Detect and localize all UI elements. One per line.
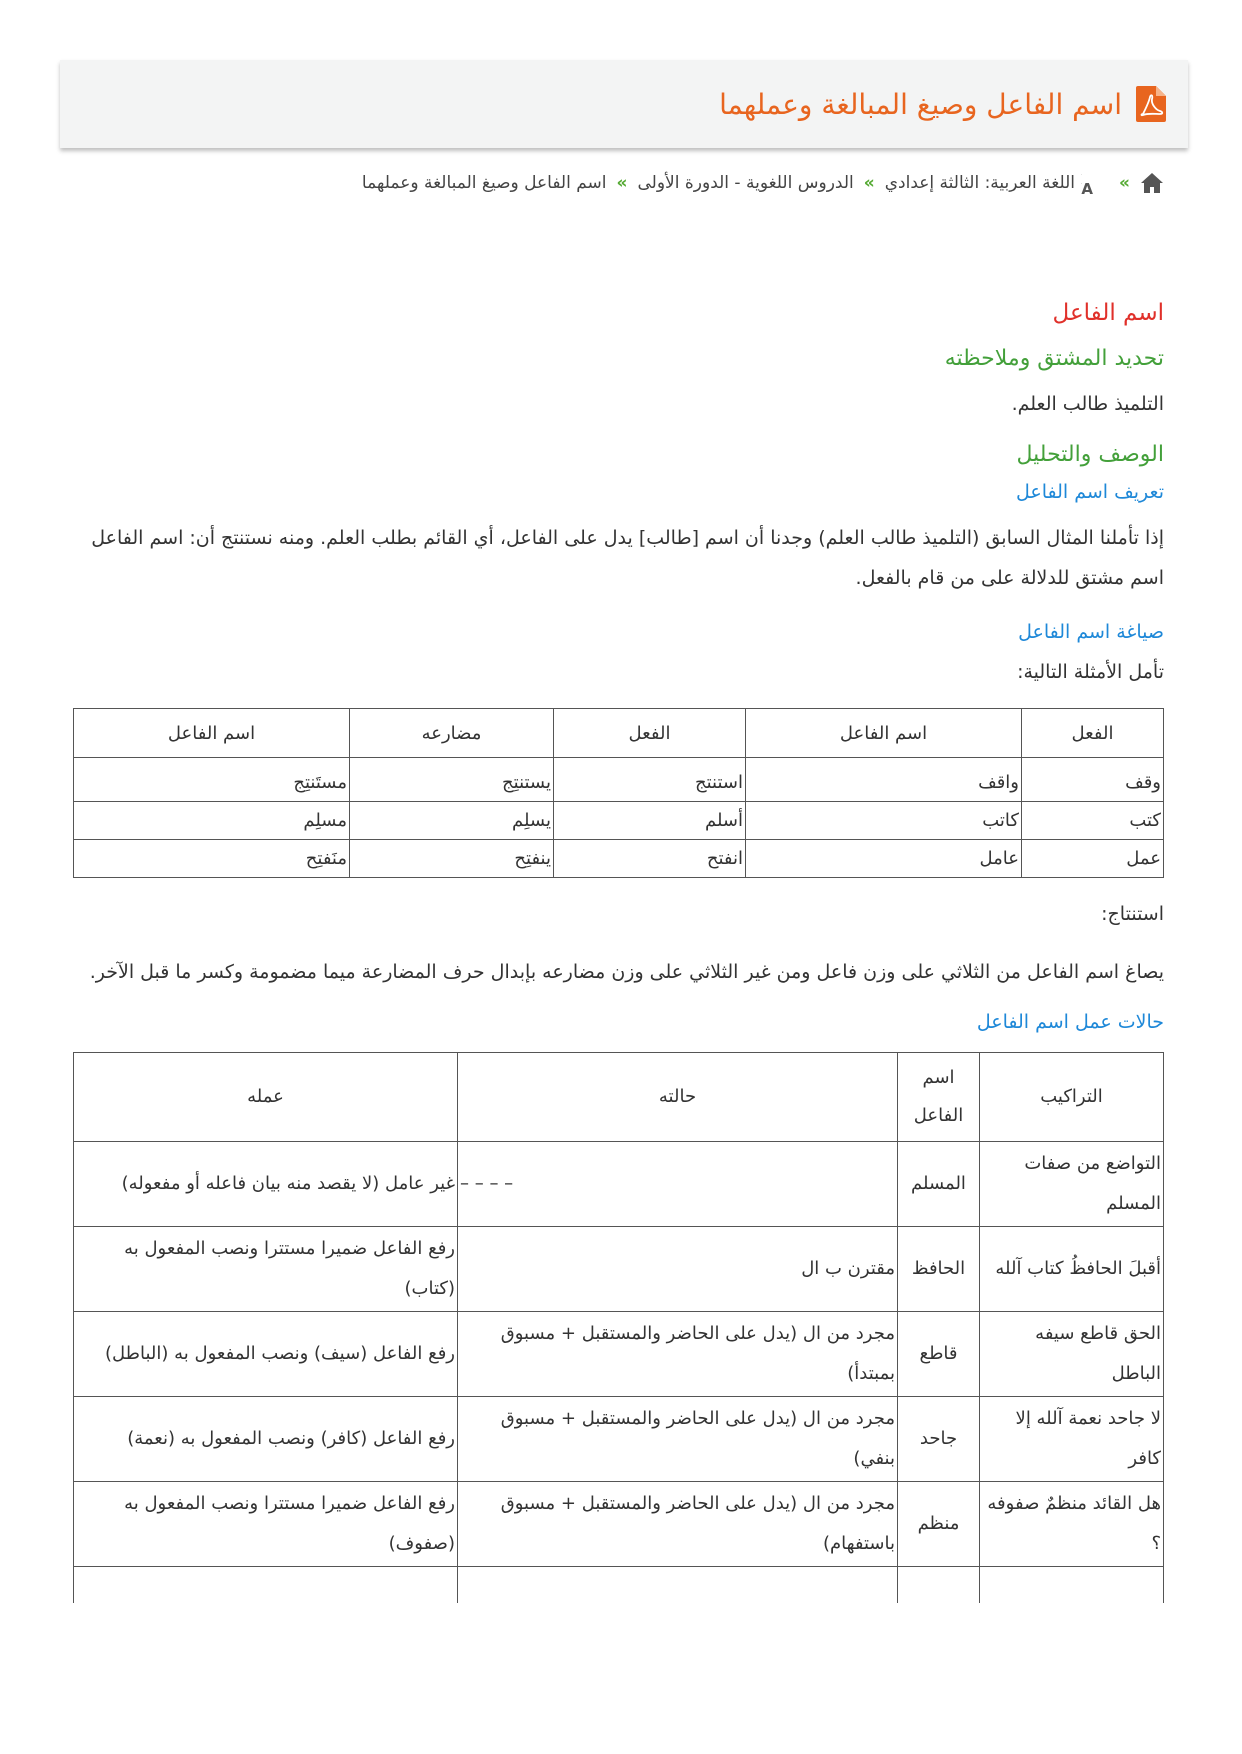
table-header-row: [74, 1053, 1164, 1142]
table-cell: استنتج: [554, 758, 746, 802]
table-cell: لا جاحد نعمة آلله إلا كافر: [980, 1397, 1164, 1482]
home-icon[interactable]: [1140, 172, 1164, 194]
table-cell: [980, 1567, 1164, 1603]
table-cell: هل القائد منظمٌ صفوفه ؟: [980, 1482, 1164, 1567]
breadcrumb-separator: »: [616, 173, 628, 193]
table-cell: يسلِم: [350, 802, 554, 840]
cases-table: [73, 1052, 1164, 1603]
lesson-content: [74, 296, 1164, 1603]
breadcrumb-item-subject[interactable]: اللغة العربية: الثالثة إعدادي: [884, 173, 1076, 193]
breadcrumb-item-course[interactable]: الدروس اللغوية - الدورة الأولى: [637, 173, 854, 193]
table-cell: عمل: [1022, 840, 1164, 878]
column-header: التراكيب: [980, 1053, 1164, 1142]
table-cell: منظم: [898, 1482, 980, 1567]
definition-heading: تعريف اسم الفاعل: [1015, 481, 1164, 503]
table-row: [74, 1227, 1164, 1312]
table-row: [74, 1312, 1164, 1397]
formation-heading: صياغة اسم الفاعل: [1018, 621, 1164, 643]
table-cell: رفع الفاعل (سيف) ونصب المفعول به (الباطل): [74, 1312, 458, 1397]
table-header-row: [74, 709, 1164, 758]
conclusion-paragraph: يصاغ اسم الفاعل من الثلاثي على وزن فاعل ومن غير الثلاثي على وزن مضارعه بإبدال حرف المضارعة ميما مضمومة وكسر ما قبل الآخر.: [89, 961, 1164, 983]
table-cell: واقف: [746, 758, 1022, 802]
column-header: اسم الفاعل: [746, 709, 1022, 758]
page-header: [60, 60, 1188, 148]
page-title: اسم الفاعل وصيغ المبالغة وعملهما: [719, 87, 1122, 121]
pdf-icon[interactable]: [1136, 86, 1166, 122]
definition-paragraph: إذا تأملنا المثال السابق (التلميذ طالب العلم) وجدنا أن اسم [طالب] يدل على الفاعل، أي القائم بطلب العلم. ومنه نستنتج أن: اسم الفاعل اسم مشتق للدلالة على من قام بالفعل.: [91, 527, 1164, 589]
table-cell: المسلم: [898, 1142, 980, 1227]
table-cell: الحافظ: [898, 1227, 980, 1312]
table-cell: الحق قاطع سيفه الباطل: [980, 1312, 1164, 1397]
table-cell: – – – –: [458, 1142, 898, 1227]
conclusion-label: استنتاج:: [1101, 903, 1164, 925]
table-cell: غير عامل (لا يقصد منه بيان فاعله أو مفعوله): [74, 1142, 458, 1227]
breadcrumb-separator: »: [1119, 173, 1130, 193]
subsection-heading: الوصف والتحليل: [1016, 442, 1164, 467]
formation-table: [73, 708, 1164, 878]
table-cell: انفتح: [554, 840, 746, 878]
table-cell: مقترن ب ال: [458, 1227, 898, 1312]
table-row: [74, 1567, 1164, 1603]
table-cell: مجرد من ال (يدل على الحاضر والمستقبل + مسبوق باستفهام): [458, 1482, 898, 1567]
breadcrumb: [74, 166, 1164, 200]
table-cell: [74, 1567, 458, 1603]
table-row: [74, 758, 1164, 802]
table-cell: مجرد من ال (يدل على الحاضر والمستقبل + مسبوق بمبتدأ): [458, 1312, 898, 1397]
table-cell: أقبلَ الحافظُ كتاب آلله: [980, 1227, 1164, 1312]
column-header: مضارعه: [350, 709, 554, 758]
table-cell: رفع الفاعل ضميرا مستترا ونصب المفعول به (صفوف): [74, 1482, 458, 1567]
subsection-heading: تحديد المشتق وملاحظته: [944, 346, 1164, 371]
table-cell: التواضع من صفات المسلم: [980, 1142, 1164, 1227]
svg-text:A: A: [1081, 180, 1094, 196]
table-cell: وقف: [1022, 758, 1164, 802]
cases-heading: حالات عمل اسم الفاعل: [976, 1011, 1164, 1033]
table-cell: جاحد: [898, 1397, 980, 1482]
table-cell: رفع الفاعل ضميرا مستترا ونصب المفعول به (كتاب): [74, 1227, 458, 1312]
column-header: حالته: [458, 1053, 898, 1142]
table-cell: [458, 1567, 898, 1603]
table-row: [74, 840, 1164, 878]
table-row: [74, 1397, 1164, 1482]
examples-intro: تأمل الأمثلة التالية:: [1017, 661, 1164, 683]
table-cell: منَفتِح: [74, 840, 350, 878]
column-header: الفعل: [1022, 709, 1164, 758]
table-cell: مسلِم: [74, 802, 350, 840]
table-row: [74, 1142, 1164, 1227]
table-row: [74, 802, 1164, 840]
table-cell: مستَنتِج: [74, 758, 350, 802]
table-cell: كاتب: [746, 802, 1022, 840]
translate-icon: [1081, 170, 1109, 196]
breadcrumb-separator: »: [863, 173, 875, 193]
column-header: اسم الفاعل: [74, 709, 350, 758]
table-cell: مجرد من ال (يدل على الحاضر والمستقبل + مسبوق بنفي): [458, 1397, 898, 1482]
table-cell: كتب: [1022, 802, 1164, 840]
example-sentence: التلميذ طالب العلم.: [1011, 393, 1164, 415]
column-header: الفعل: [554, 709, 746, 758]
column-header: عمله: [74, 1053, 458, 1142]
section-heading: اسم الفاعل: [1052, 300, 1164, 326]
breadcrumb-item-current: اسم الفاعل وصيغ المبالغة وعملهما: [361, 173, 607, 193]
column-header: اسم الفاعل: [898, 1053, 980, 1142]
table-row: [74, 1482, 1164, 1567]
table-cell: يستنتِج: [350, 758, 554, 802]
table-cell: أسلم: [554, 802, 746, 840]
table-cell: [898, 1567, 980, 1603]
table-cell: قاطع: [898, 1312, 980, 1397]
table-cell: ينفتِح: [350, 840, 554, 878]
table-cell: رفع الفاعل (كافر) ونصب المفعول به (نعمة): [74, 1397, 458, 1482]
table-cell: عامل: [746, 840, 1022, 878]
